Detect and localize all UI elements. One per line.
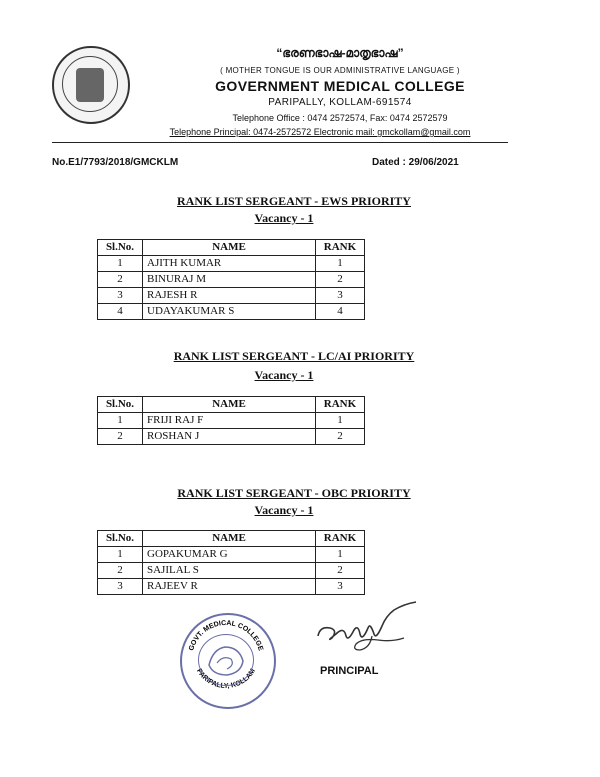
table-row: [98, 304, 365, 320]
principal-contact: Telephone Principal: 0474-2572572 Electronic mail: gmckollam@gmail.com: [169, 127, 471, 137]
rank-cell: 3: [316, 579, 365, 595]
rank-cell: 1: [316, 256, 365, 272]
serial-cell: 1: [98, 547, 143, 563]
principal-signature: [312, 596, 422, 661]
motto-subtitle: ( MOTHER TONGUE IS OUR ADMINISTRATIVE LANGUAGE ): [220, 66, 460, 75]
table-row: [98, 579, 365, 595]
column-header: NAME: [143, 240, 316, 256]
college-emblem: [52, 46, 130, 124]
seal-emblem-icon: [198, 634, 254, 686]
serial-cell: 2: [98, 429, 143, 445]
official-language-motto: “ഭരണഭാഷ-മാതൃഭാഷ”: [276, 46, 404, 60]
rank-cell: 1: [316, 547, 365, 563]
serial-cell: 4: [98, 304, 143, 320]
table-header-row: [98, 397, 365, 413]
table-header-row: [98, 531, 365, 547]
rank-list-title-lcai: RANK LIST SERGEANT - LC/AI PRIORITY: [173, 349, 415, 363]
rank-cell: 4: [316, 304, 365, 320]
column-header: NAME: [143, 531, 316, 547]
serial-cell: 2: [98, 272, 143, 288]
letterhead-divider: [52, 142, 508, 143]
table-header-row: [98, 240, 365, 256]
serial-cell: 1: [98, 256, 143, 272]
table-row: [98, 272, 365, 288]
serial-cell: 3: [98, 288, 143, 304]
rank-list-title-ews: RANK LIST SERGEANT - EWS PRIORITY: [177, 194, 411, 208]
rank-cell: 1: [316, 413, 365, 429]
column-header: RANK: [316, 397, 365, 413]
vacancy-ews: Vacancy - 1: [254, 211, 314, 225]
serial-cell: 3: [98, 579, 143, 595]
rank-table-obc: [97, 530, 365, 595]
column-header: RANK: [316, 531, 365, 547]
signatory-title: PRINCIPAL: [320, 665, 379, 677]
svg-text:PARIPALLY, KOLLAM: PARIPALLY, KOLLAM: [195, 667, 257, 690]
vacancy-obc: Vacancy - 1: [254, 503, 314, 517]
rank-cell: 2: [316, 272, 365, 288]
name-cell: BINURAJ M: [143, 272, 316, 288]
serial-cell: 1: [98, 413, 143, 429]
reference-number: No.E1/7793/2018/GMCKLM: [52, 157, 179, 168]
name-cell: GOPAKUMAR G: [143, 547, 316, 563]
name-cell: RAJEEV R: [143, 579, 316, 595]
name-cell: AJITH KUMAR: [143, 256, 316, 272]
document-date: Dated : 29/06/2021: [372, 157, 459, 168]
table-row: [98, 256, 365, 272]
institution-address: PARIPALLY, KOLLAM-691574: [268, 97, 412, 108]
table-row: [98, 547, 365, 563]
name-cell: SAJILAL S: [143, 563, 316, 579]
table-row: [98, 563, 365, 579]
rank-cell: 3: [316, 288, 365, 304]
table-row: [98, 413, 365, 429]
table-row: [98, 429, 365, 445]
serial-cell: 2: [98, 563, 143, 579]
vacancy-lcai: Vacancy - 1: [254, 368, 314, 382]
name-cell: ROSHAN J: [143, 429, 316, 445]
column-header: Sl.No.: [98, 240, 143, 256]
column-header: Sl.No.: [98, 531, 143, 547]
office-telephone: Telephone Office : 0474 2572574, Fax: 0474 2572579: [232, 113, 448, 123]
column-header: NAME: [143, 397, 316, 413]
institution-name: GOVERNMENT MEDICAL COLLEGE: [215, 78, 465, 94]
rank-cell: 2: [316, 429, 365, 445]
table-row: [98, 288, 365, 304]
name-cell: FRIJI RAJ F: [143, 413, 316, 429]
svg-text:GOVT. MEDICAL COLLEGE: GOVT. MEDICAL COLLEGE: [188, 619, 264, 652]
column-header: Sl.No.: [98, 397, 143, 413]
rank-cell: 2: [316, 563, 365, 579]
rank-list-title-obc: RANK LIST SERGEANT - OBC PRIORITY: [177, 486, 411, 500]
rank-table-lcai: [97, 396, 365, 445]
rank-table-ews: [97, 239, 365, 320]
name-cell: RAJESH R: [143, 288, 316, 304]
name-cell: UDAYAKUMAR S: [143, 304, 316, 320]
column-header: RANK: [316, 240, 365, 256]
